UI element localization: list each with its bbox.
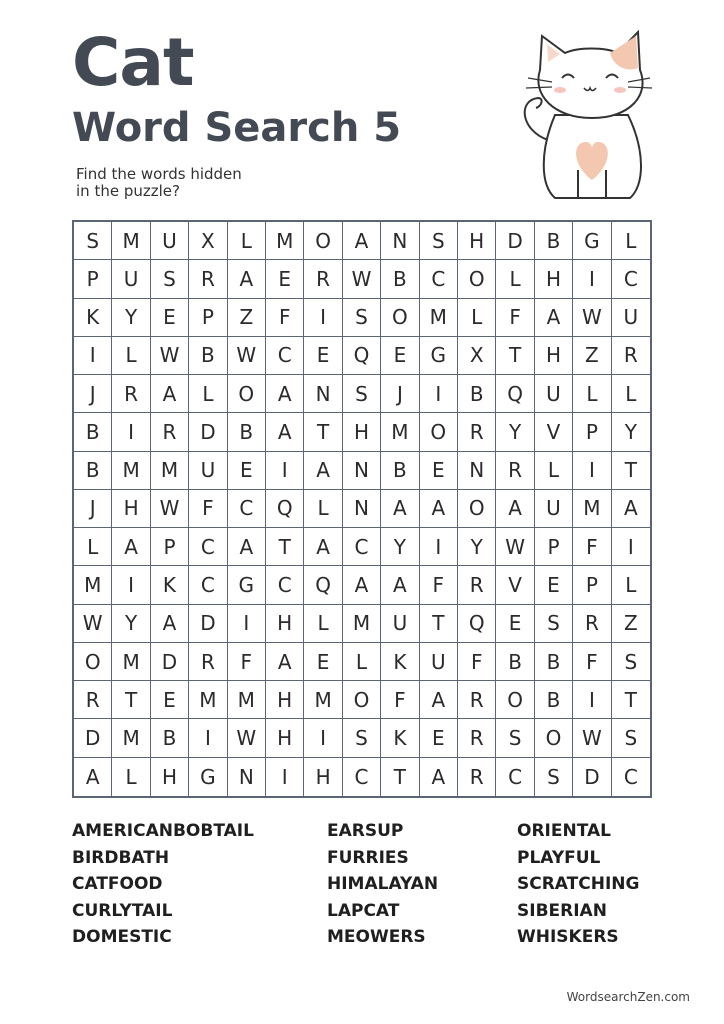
grid-cell: V (535, 413, 573, 451)
grid-cell: M (573, 490, 611, 528)
grid-cell: S (496, 719, 534, 757)
grid-cell: K (381, 719, 419, 757)
grid-cell: B (74, 452, 112, 490)
grid-cell: A (535, 299, 573, 337)
grid-cell: L (189, 375, 227, 413)
grid-cell: T (420, 605, 458, 643)
grid-cell: U (420, 643, 458, 681)
grid-cell: W (151, 337, 189, 375)
grid-cell: G (573, 222, 611, 260)
grid-cell: B (535, 681, 573, 719)
grid-cell: T (381, 758, 419, 796)
grid-cell: M (112, 452, 150, 490)
grid-cell: N (343, 452, 381, 490)
grid-cell: C (228, 490, 266, 528)
grid-cell: Q (304, 566, 342, 604)
instructions-line-1: Find the words hidden (76, 165, 242, 183)
word-item: HIMALAYAN (327, 874, 439, 894)
word-item: CATFOOD (72, 874, 163, 894)
grid-cell: W (228, 337, 266, 375)
grid-cell: E (496, 605, 534, 643)
grid-cell: L (612, 566, 650, 604)
grid-cell: M (74, 566, 112, 604)
grid-cell: H (343, 413, 381, 451)
grid-cell: S (612, 643, 650, 681)
grid-cell: M (381, 413, 419, 451)
grid-cell: W (228, 719, 266, 757)
grid-cell: L (496, 260, 534, 298)
grid-cell: O (304, 222, 342, 260)
grid-cell: J (74, 490, 112, 528)
grid-cell: W (151, 490, 189, 528)
grid-cell: C (496, 758, 534, 796)
grid-cell: H (535, 337, 573, 375)
grid-cell: E (304, 337, 342, 375)
grid-cell: W (573, 299, 611, 337)
grid-cell: F (458, 643, 496, 681)
grid-cell: S (74, 222, 112, 260)
word-item: FURRIES (327, 847, 409, 868)
grid-cell: X (189, 222, 227, 260)
grid-cell: A (420, 490, 458, 528)
grid-cell: C (266, 566, 304, 604)
word-item: SCRATCHING (517, 874, 640, 894)
grid-cell: O (74, 643, 112, 681)
grid-cell: O (228, 375, 266, 413)
word-item: MEOWERS (327, 927, 426, 947)
grid-cell: P (573, 413, 611, 451)
grid-cell: K (74, 299, 112, 337)
grid-cell: D (189, 413, 227, 451)
grid-cell: I (266, 758, 304, 796)
grid-cell: B (151, 719, 189, 757)
grid-cell: L (612, 375, 650, 413)
grid-cell: A (112, 528, 150, 566)
word-item: AMERICANBOBTAIL (72, 821, 254, 841)
grid-cell: Q (343, 337, 381, 375)
grid-cell: B (189, 337, 227, 375)
grid-cell: Y (112, 299, 150, 337)
grid-cell: P (189, 299, 227, 337)
grid-cell: M (112, 222, 150, 260)
grid-cell: Y (458, 528, 496, 566)
grid-cell: Q (496, 375, 534, 413)
grid-cell: C (420, 260, 458, 298)
cat-illustration (510, 20, 660, 205)
grid-cell: L (573, 375, 611, 413)
grid-cell: C (189, 566, 227, 604)
grid-cell: G (228, 566, 266, 604)
grid-cell: I (573, 452, 611, 490)
grid-cell: M (112, 643, 150, 681)
grid-cell: Y (612, 413, 650, 451)
grid-cell: O (420, 413, 458, 451)
word-list-column-1 (72, 818, 254, 951)
grid-cell: W (496, 528, 534, 566)
grid-cell: A (304, 452, 342, 490)
grid-cell: R (458, 719, 496, 757)
grid-cell: O (535, 719, 573, 757)
page-title: Cat (72, 24, 194, 101)
grid-cell: I (112, 566, 150, 604)
grid-cell: A (420, 681, 458, 719)
grid-cell: J (74, 375, 112, 413)
grid-cell: L (74, 528, 112, 566)
grid-cell: F (573, 528, 611, 566)
grid-cell: C (623, 764, 638, 789)
grid-cell: U (189, 452, 227, 490)
grid-cell: T (496, 337, 534, 375)
grid-cell: R (573, 605, 611, 643)
grid-cell: M (189, 681, 227, 719)
grid-cell: R (151, 413, 189, 451)
grid-cell: J (381, 375, 419, 413)
grid-cell: M (266, 222, 304, 260)
grid-cell: A (343, 222, 381, 260)
grid-cell: E (266, 260, 304, 298)
grid-cell: U (535, 490, 573, 528)
grid-cell: Q (458, 605, 496, 643)
grid-cell: O (381, 299, 419, 337)
footer-site-link[interactable]: WordsearchZen.com (566, 990, 690, 1004)
grid-cell: B (535, 643, 573, 681)
word-item: DOMESTIC (72, 927, 172, 947)
grid-cell: R (74, 681, 112, 719)
grid-cell: C (266, 337, 304, 375)
grid-cell: E (381, 337, 419, 375)
grid-cell: Z (573, 337, 611, 375)
grid-cell: P (74, 260, 112, 298)
word-item: CURLYTAIL (72, 900, 173, 921)
grid-cell: H (266, 719, 304, 757)
grid-cell: W (74, 605, 112, 643)
grid-cell: U (151, 222, 189, 260)
grid-cell: F (228, 643, 266, 681)
grid-cell: F (573, 643, 611, 681)
grid-cell: S (151, 260, 189, 298)
grid-cell: R (458, 681, 496, 719)
grid-cell: Z (612, 605, 650, 643)
grid-cell: R (189, 260, 227, 298)
grid-cell: B (74, 413, 112, 451)
grid-cell: E (420, 719, 458, 757)
grid-cell: F (189, 490, 227, 528)
grid-cell: U (612, 299, 650, 337)
grid-cell: E (228, 452, 266, 490)
word-list-column-3 (517, 818, 639, 951)
grid-cell: L (343, 643, 381, 681)
grid-cell: D (151, 643, 189, 681)
grid-cell: C (612, 260, 650, 298)
grid-cell: R (458, 566, 496, 604)
grid-cell: H (151, 758, 189, 796)
grid-cell: B (458, 375, 496, 413)
grid-cell: I (573, 681, 611, 719)
instructions (76, 166, 276, 200)
grid-cell: E (420, 452, 458, 490)
grid-cell: I (228, 605, 266, 643)
grid-cell: Z (228, 299, 266, 337)
grid-cell: U (535, 375, 573, 413)
grid-cell: I (266, 452, 304, 490)
grid-cell: X (458, 337, 496, 375)
grid-cell: N (304, 375, 342, 413)
grid-cell: N (228, 758, 266, 796)
grid-cell: D (74, 719, 112, 757)
grid-cell: O (458, 260, 496, 298)
grid-cell: L (304, 605, 342, 643)
grid-cell: T (266, 528, 304, 566)
grid-cell: U (112, 260, 150, 298)
grid-cell: N (343, 490, 381, 528)
grid-cell: K (381, 643, 419, 681)
grid-cell: S (420, 222, 458, 260)
grid-cell: M (420, 299, 458, 337)
grid-cell: O (496, 681, 534, 719)
grid-cell: D (573, 758, 611, 796)
grid-cell: R (112, 375, 150, 413)
grid-cell: I (573, 260, 611, 298)
grid-cell: L (612, 222, 650, 260)
grid-cell: P (535, 528, 573, 566)
grid-cell: A (496, 490, 534, 528)
grid-cell: L (228, 222, 266, 260)
grid-cell: R (612, 337, 650, 375)
grid-cell: V (496, 566, 534, 604)
word-item: BIRDBATH (72, 847, 170, 868)
grid-cell: E (304, 643, 342, 681)
grid-cell: L (304, 490, 342, 528)
grid-cell: H (266, 605, 304, 643)
grid-cell: B (381, 452, 419, 490)
grid-cell: A (151, 605, 189, 643)
grid-cell: Y (112, 605, 150, 643)
grid-cell: N (381, 222, 419, 260)
grid-cell: L (112, 758, 150, 796)
grid-cell: E (151, 299, 189, 337)
grid-cell: D (496, 222, 534, 260)
word-item: LAPCAT (327, 900, 400, 921)
grid-cell: I (420, 375, 458, 413)
word-list-column-2 (327, 818, 438, 951)
grid-cell: F (420, 566, 458, 604)
word-item: PLAYFUL (517, 847, 601, 868)
grid-cell: I (304, 299, 342, 337)
grid-cell: B (535, 222, 573, 260)
grid-cell: M (112, 719, 150, 757)
word-search-grid (72, 220, 652, 798)
grid-cell: E (535, 566, 573, 604)
grid-cell: S (535, 758, 573, 796)
grid-cell: M (228, 681, 266, 719)
grid-cell: H (266, 681, 304, 719)
grid-cell: K (151, 566, 189, 604)
grid-cell: E (151, 681, 189, 719)
page-subtitle: Word Search 5 (72, 105, 402, 151)
grid-cell: I (420, 528, 458, 566)
grid-cell: A (304, 528, 342, 566)
grid-cell: G (420, 337, 458, 375)
grid-cell: A (151, 375, 189, 413)
grid-cell: A (74, 758, 112, 796)
grid-cell: S (612, 719, 650, 757)
grid-cell: R (304, 260, 342, 298)
grid-cell: A (266, 413, 304, 451)
grid-cell: A (612, 490, 650, 528)
word-item: WHISKERS (517, 927, 619, 947)
grid-cell: C (189, 528, 227, 566)
grid-cell: Y (496, 413, 534, 451)
grid-cell: S (343, 719, 381, 757)
grid-cell: A (266, 643, 304, 681)
grid-cell: M (151, 452, 189, 490)
grid-cell: C (343, 758, 381, 796)
grid-cell: Y (381, 528, 419, 566)
grid-cell: H (458, 222, 496, 260)
grid-cell: C (343, 528, 381, 566)
grid-cell: O (458, 490, 496, 528)
word-item: ORIENTAL (517, 821, 611, 841)
grid-cell: N (458, 452, 496, 490)
grid-cell: L (112, 337, 150, 375)
instructions-line-2: in the puzzle? (76, 182, 180, 200)
grid-cell: P (151, 528, 189, 566)
grid-cell: T (612, 681, 650, 719)
grid-cell: W (343, 260, 381, 298)
grid-cell: I (112, 413, 150, 451)
grid-cell: P (573, 566, 611, 604)
grid-cell: H (112, 490, 150, 528)
grid-cell: I (612, 528, 650, 566)
grid-cell: I (74, 337, 112, 375)
grid-cell: A (381, 566, 419, 604)
grid-cell: T (612, 452, 650, 490)
grid-cell: G (189, 758, 227, 796)
grid-cell: M (304, 681, 342, 719)
grid-cell: R (496, 452, 534, 490)
grid-cell: S (535, 605, 573, 643)
grid-cell: M (343, 605, 381, 643)
grid-cell: T (112, 681, 150, 719)
grid-cell: A (228, 528, 266, 566)
grid-cell: F (496, 299, 534, 337)
grid-cell: B (496, 643, 534, 681)
grid-cell: T (304, 413, 342, 451)
grid-cell: A (266, 375, 304, 413)
grid-cell: A (343, 566, 381, 604)
grid-cell: B (228, 413, 266, 451)
grid-cell: Q (266, 490, 304, 528)
grid-cell: H (304, 758, 342, 796)
grid-cell: F (266, 299, 304, 337)
grid-cell: R (458, 758, 496, 796)
grid-cell: U (381, 605, 419, 643)
grid-cell: D (189, 605, 227, 643)
grid-cell: W (573, 719, 611, 757)
grid-cell: O (343, 681, 381, 719)
grid-cell: H (535, 260, 573, 298)
grid-cell: F (381, 681, 419, 719)
grid-cell: L (458, 299, 496, 337)
grid-cell: R (458, 413, 496, 451)
grid-cell: S (343, 375, 381, 413)
grid-cell: A (420, 758, 458, 796)
word-item: EARSUP (327, 821, 404, 841)
grid-cell: B (381, 260, 419, 298)
grid-cell: A (381, 490, 419, 528)
grid-cell: L (535, 452, 573, 490)
grid-cell: S (343, 299, 381, 337)
grid-cell: I (189, 719, 227, 757)
word-item: SIBERIAN (517, 900, 607, 921)
grid-cell: I (304, 719, 342, 757)
grid-cell: R (189, 643, 227, 681)
grid-cell: A (228, 260, 266, 298)
